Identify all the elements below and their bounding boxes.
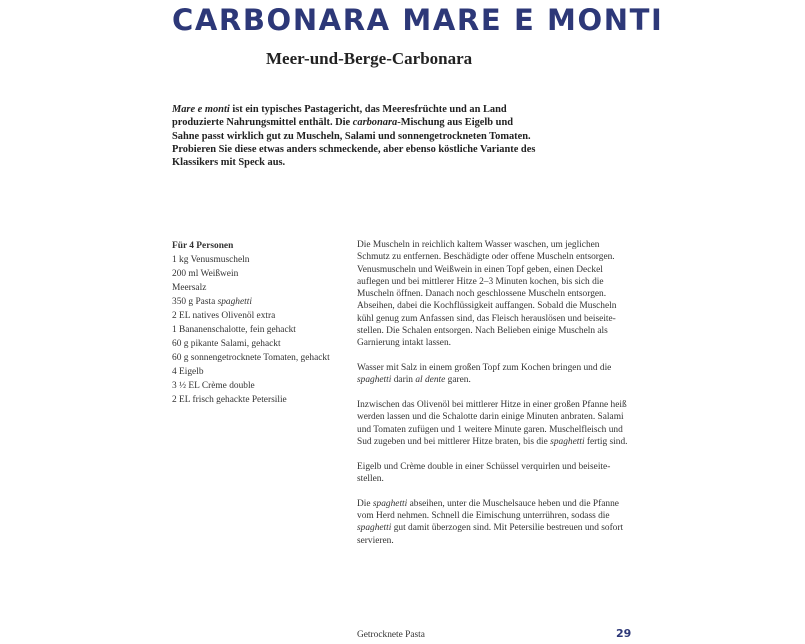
ingredient-item: 4 Eigelb bbox=[172, 367, 204, 377]
text-line: stellen. Die Schalen entsorgen. Nach Belieben einige Muscheln als bbox=[357, 326, 608, 337]
text-line: auflegen und bei mittlerer Hitze 2–3 Minuten kochen, bis sich die bbox=[357, 276, 604, 287]
text-line: Probieren Sie diese etwas anders schmeckende, aber ebenso köstliche Variante des bbox=[172, 143, 536, 155]
text-line: Eigelb und Crème double in einer Schüssel verquirlen und beiseite- bbox=[357, 461, 611, 472]
ingredient-item: 60 g pikante Salami, gehackt bbox=[172, 339, 281, 349]
text-line: spaghetti gut damit überzogen sind. Mit Petersilie bestreuen und sofort bbox=[357, 523, 624, 534]
text-line: vom Herd nehmen. Schnell die Eimischung unterrühren, sodass die bbox=[357, 510, 610, 521]
text-line: Klassikers mit Speck aus. bbox=[172, 157, 286, 169]
ingredients-items bbox=[172, 253, 342, 407]
method-steps bbox=[357, 239, 627, 559]
text-line: Schmutz zu entfernen. Beschädigte oder offene Muscheln entsorgen. bbox=[357, 252, 615, 263]
method-step bbox=[357, 498, 627, 547]
method-step bbox=[357, 399, 627, 448]
ingredient-item: 1 Bananenschalotte, fein gehackt bbox=[172, 325, 296, 335]
ingredients-list bbox=[172, 239, 342, 407]
text-line: servieren. bbox=[357, 535, 394, 546]
text-line: Mare e monti ist ein typisches Pastagericht, das Meeresfrüchte und an Land bbox=[172, 104, 507, 115]
ingredients-heading: Für 4 Personen bbox=[172, 241, 234, 251]
ingredient-item: 1 kg Venusmuscheln bbox=[172, 255, 250, 265]
text-line: kühl genug zum Anfassen sind, das Fleisch herauslösen und beiseite- bbox=[357, 313, 616, 324]
text-line: Die spaghetti abseihen, unter die Muschelsauce heben und die Pfanne bbox=[357, 498, 619, 509]
text-line: Die Muscheln in reichlich kaltem Wasser waschen, um jeglichen bbox=[357, 240, 600, 250]
method-step bbox=[357, 461, 627, 486]
text-line: Wasser mit Salz in einem großen Topf zum Kochen bringen und die bbox=[357, 363, 612, 374]
text-line: Abseihen, dabei die Kochflüssigkeit auffangen. Sobald die Muscheln bbox=[357, 301, 617, 312]
ingredient-item: 200 ml Weißwein bbox=[172, 269, 239, 279]
text-line: Garnierung intakt lassen. bbox=[357, 338, 451, 349]
page-number: 29 bbox=[616, 627, 632, 640]
text-line: spaghetti darin al dente garen. bbox=[357, 375, 471, 386]
text-line: stellen. bbox=[357, 473, 384, 484]
method-step bbox=[357, 239, 627, 350]
text-line: Venusmuscheln und Weißwein in einen Topf geben, einen Deckel bbox=[357, 264, 603, 275]
text-line: und Tomaten zufügen und 1 weitere Minute garen. Muschelfleisch und bbox=[357, 424, 623, 435]
ingredient-item: 2 EL frisch gehackte Petersilie bbox=[172, 395, 287, 405]
text-line: Sahne passt wirklich gut zu Muscheln, Salami und sonnengetrockneten Tomaten. bbox=[172, 130, 531, 142]
ingredient-item: 350 g Pasta spaghetti bbox=[172, 297, 252, 307]
ingredient-item: Meersalz bbox=[172, 283, 207, 293]
text-line: Muscheln öffnen. Danach noch geschlossene Muscheln entsorgen. bbox=[357, 289, 607, 300]
text-line: Sud zugeben und bei mittlerer Hitze braten, bis die spaghetti fertig sind. bbox=[357, 436, 628, 447]
intro-paragraph bbox=[172, 103, 540, 169]
ingredient-item: 2 EL natives Olivenöl extra bbox=[172, 311, 276, 321]
method-step bbox=[357, 362, 627, 387]
ingredient-item: 60 g sonnengetrocknete Tomaten, gehackt bbox=[172, 353, 330, 363]
text-line: Inzwischen das Olivenöl bei mittlerer Hitze in einer großen Pfanne heiß bbox=[357, 400, 627, 411]
recipe-subtitle: Meer-und-Berge-Carbonara bbox=[266, 49, 473, 68]
text-line: werden lassen und die Schalotte darin einige Minuten anbraten. Salami bbox=[357, 412, 624, 423]
footer-section-label: Getrocknete Pasta bbox=[357, 630, 425, 640]
ingredient-item: 3 ½ EL Crème double bbox=[172, 381, 255, 391]
text-line: produzierte Nahrungsmittel enthält. Die carbonara-Mischung aus Eigelb und bbox=[172, 117, 514, 129]
recipe-title: CARBONARA MARE E MONTI bbox=[172, 3, 664, 37]
